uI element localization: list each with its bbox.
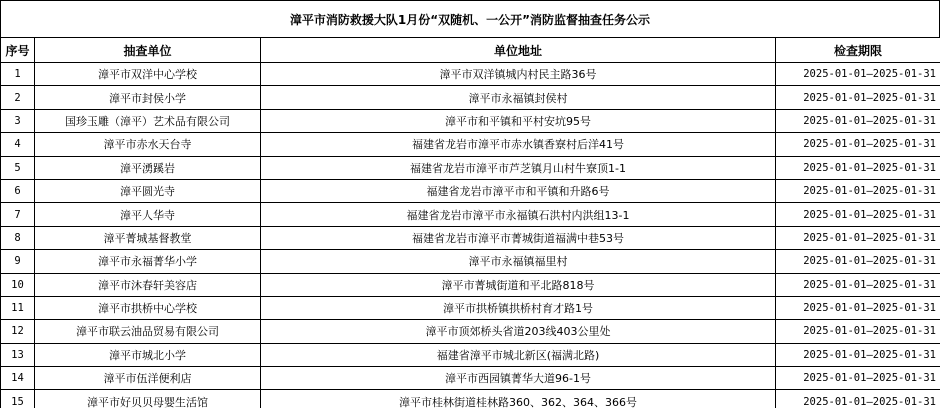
cell-period: 2025-01-01—2025-01-31 [776, 133, 940, 156]
cell-address: 漳平市菁城街道和平北路818号 [261, 273, 776, 296]
table-row [1, 320, 940, 343]
cell-period: 2025-01-01—2025-01-31 [776, 320, 940, 343]
header-unit: 抽查单位 [35, 38, 261, 63]
cell-address: 福建省龙岩市漳平市和平镇和升路6号 [261, 179, 776, 202]
header-row [1, 38, 940, 63]
cell-no: 6 [1, 179, 35, 202]
cell-address: 福建省龙岩市漳平市芦芝镇月山村牛寮顶1-1 [261, 156, 776, 179]
cell-no: 8 [1, 226, 35, 249]
cell-address: 漳平市永福镇福里村 [261, 250, 776, 273]
table-row [1, 86, 940, 109]
header-address: 单位地址 [261, 38, 776, 63]
cell-unit: 漳平圆光寺 [35, 179, 261, 202]
header-period: 检查期限 [776, 38, 940, 63]
cell-no: 1 [1, 63, 35, 86]
table-row [1, 156, 940, 179]
cell-no: 10 [1, 273, 35, 296]
cell-unit: 漳平市双洋中心学校 [35, 63, 261, 86]
cell-address: 漳平市和平镇和平村安坑95号 [261, 109, 776, 132]
cell-period: 2025-01-01—2025-01-31 [776, 156, 940, 179]
table-row [1, 343, 940, 366]
table-row [1, 273, 940, 296]
cell-no: 14 [1, 367, 35, 390]
header-no: 序号 [1, 38, 35, 63]
cell-unit: 漳平市伍洋便利店 [35, 367, 261, 390]
cell-address: 福建省漳平市城北新区(福满北路) [261, 343, 776, 366]
cell-address: 漳平市永福镇封侯村 [261, 86, 776, 109]
table-row [1, 226, 940, 249]
cell-unit: 漳平市沐春轩美容店 [35, 273, 261, 296]
cell-address: 漳平市西园镇菁华大道96-1号 [261, 367, 776, 390]
cell-no: 4 [1, 133, 35, 156]
cell-period: 2025-01-01—2025-01-31 [776, 226, 940, 249]
inspection-table [0, 37, 940, 408]
cell-unit: 漳平湧蹊岩 [35, 156, 261, 179]
table-row [1, 390, 940, 408]
cell-no: 15 [1, 390, 35, 408]
cell-unit: 漳平菁城基督教堂 [35, 226, 261, 249]
cell-unit: 漳平市赤水天台寺 [35, 133, 261, 156]
cell-unit: 漳平市永福菁华小学 [35, 250, 261, 273]
cell-no: 9 [1, 250, 35, 273]
cell-unit: 漳平市城北小学 [35, 343, 261, 366]
cell-unit: 漳平市封侯小学 [35, 86, 261, 109]
table-row [1, 203, 940, 226]
cell-no: 3 [1, 109, 35, 132]
cell-address: 漳平市顶郊桥头省道203线403公里处 [261, 320, 776, 343]
table-row [1, 179, 940, 202]
cell-unit: 漳平市好贝贝母婴生活馆 [35, 390, 261, 408]
cell-period: 2025-01-01—2025-01-31 [776, 86, 940, 109]
cell-address: 福建省龙岩市漳平市赤水镇香寮村后洋41号 [261, 133, 776, 156]
cell-no: 12 [1, 320, 35, 343]
table-row [1, 63, 940, 86]
cell-period: 2025-01-01—2025-01-31 [776, 367, 940, 390]
cell-address: 漳平市双洋镇城内村民主路36号 [261, 63, 776, 86]
cell-no: 13 [1, 343, 35, 366]
cell-no: 5 [1, 156, 35, 179]
table-row [1, 250, 940, 273]
cell-period: 2025-01-01—2025-01-31 [776, 179, 940, 202]
cell-no: 11 [1, 296, 35, 319]
cell-period: 2025-01-01—2025-01-31 [776, 273, 940, 296]
cell-unit: 漳平市拱桥中心学校 [35, 296, 261, 319]
cell-unit: 漳平人华寺 [35, 203, 261, 226]
cell-period: 2025-01-01—2025-01-31 [776, 250, 940, 273]
cell-period: 2025-01-01—2025-01-31 [776, 203, 940, 226]
sheet-title: 漳平市消防救援大队1月份“双随机、一公开”消防监督抽查任务公示 [0, 0, 940, 37]
cell-address: 漳平市拱桥镇拱桥村育才路1号 [261, 296, 776, 319]
cell-period: 2025-01-01—2025-01-31 [776, 343, 940, 366]
cell-no: 7 [1, 203, 35, 226]
cell-period: 2025-01-01—2025-01-31 [776, 109, 940, 132]
table-row [1, 296, 940, 319]
cell-address: 福建省龙岩市漳平市永福镇石洪村内洪组13-1 [261, 203, 776, 226]
cell-address: 漳平市桂林街道桂林路360、362、364、366号 [261, 390, 776, 408]
cell-period: 2025-01-01—2025-01-31 [776, 296, 940, 319]
cell-address: 福建省龙岩市漳平市菁城街道福满中巷53号 [261, 226, 776, 249]
cell-unit: 漳平市联云油品贸易有限公司 [35, 320, 261, 343]
table-row [1, 109, 940, 132]
cell-unit: 国珍玉雕（漳平）艺术品有限公司 [35, 109, 261, 132]
cell-no: 2 [1, 86, 35, 109]
cell-period: 2025-01-01—2025-01-31 [776, 390, 940, 408]
table-row [1, 133, 940, 156]
cell-period: 2025-01-01—2025-01-31 [776, 63, 940, 86]
table-row [1, 367, 940, 390]
